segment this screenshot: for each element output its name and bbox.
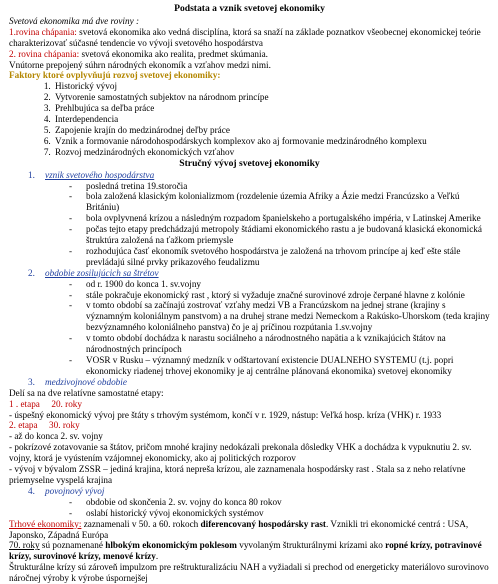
stage-1-label: 1 . etapa 20. roky xyxy=(9,398,82,409)
closing-text: . xyxy=(155,551,159,562)
section-number: 3. xyxy=(28,376,35,387)
plane-1-text: svetová ekonomika ako vedná disciplína, ktorá sa snaží na základe poznatkov všeobecnej ekonomickej teórie charakterizovať súčasné tendencie vo vývoji svetového hospodárstva xyxy=(9,26,481,48)
list-item: - oslabí historický vývoj ekonomických systémov xyxy=(69,508,490,519)
section-4-heading xyxy=(28,486,490,497)
stage-2-line: - vývoj v bývalom ZSSR – jediná krajina, ktorá nepreša krízou, ale zaznamenala hospodársky rast . Stala sa z neho relatívne priemyselne vyspelá krajina xyxy=(9,464,466,485)
closing-text: zaznamenali v 50. a 60. rokoch xyxy=(81,518,201,529)
section-2-heading xyxy=(28,268,490,279)
stage-2-line: - až do konca 2. sv. vojny xyxy=(9,431,103,442)
plane-2-label: 2. rovina chápania: xyxy=(9,48,80,59)
list-item: 1. Historický vývoj xyxy=(53,81,490,92)
closing-text: vyvolaným štrukturálnymi krízami ako xyxy=(236,540,386,551)
list-item: 7. Rozvoj medzinárodných ekonomických vzťahov xyxy=(53,147,490,158)
closing-label: Trhové ekonomiky: xyxy=(9,518,82,529)
list-item: - bola ovplyvnená krízou a následným rozpadom španielskeho a portugalského impéria, v Latinskej Amerike xyxy=(69,213,490,224)
closing-label: 70. roky xyxy=(9,540,40,551)
stage-1-text: - úspešný ekonomický vývoj pre štáty s trhovým systémom, končí v r. 1929, nástup: Veľká hosp. kríza (VHK) r. 1933 xyxy=(9,409,442,420)
plane-2-paragraph xyxy=(9,49,490,60)
section-label: vznik svetového hospodárstva xyxy=(45,169,155,180)
list-item: - počas tejto etapy predchádzajú metropoly štádiami ekonomického rastu a je budovaná klasická ekonomická štruktúra založená na ťažkom priemysle xyxy=(69,224,490,246)
factors-heading: Faktory ktoré ovplyvňujú rozvoj svetovej ekonomiky: xyxy=(9,70,221,81)
list-item: - v tomto období sa začínajú zostrovať vzťahy medzi VB a Francúzskom na jednej strane (krajiny s významným koloniálnym panstvom) a na druhej strane medzi Nemeckom a Rakúsko-Uhorskom (teda krajiny bezvýznamného koloniálneho panstva) čo je aj príčinou rozpútania 1.sv.vojny xyxy=(69,300,490,333)
plane-2-text: svetová ekonomika ako realita, predmet skúmania. xyxy=(79,48,268,59)
list-item: 6. Vznik a formovanie národohospodárskych komplexov ako aj formovanie medzinárodného komplexu xyxy=(53,136,490,147)
plane-1-label: 1.rovina chápania: xyxy=(9,26,77,37)
section-2-list xyxy=(9,279,490,377)
list-item: - rozhodujúca časť ekonomík svetového hospodárstva je založená na trhovom princípe aj keď ešte stále prevládajú silné prvky prikazového feudalizmu xyxy=(69,246,490,268)
list-item: - od r. 1900 do konca 1. sv.vojny xyxy=(69,279,490,290)
section-number: 4. xyxy=(28,485,35,496)
list-item: - obdobie od skončenia 2. sv. vojny do konca 80 rokov xyxy=(69,497,490,508)
intro-heading: Svetová ekonomika má dve roviny : xyxy=(9,15,140,26)
list-item: - stále pokračuje ekonomický rast , ktorý si vyžaduje značné surovinové zdroje čerpané hlavne z kolónie xyxy=(69,290,490,301)
closing-bold: ropné krízy, potravinové krízy, surovinové krízy, menové krízy xyxy=(9,540,482,562)
section-4-list xyxy=(9,497,490,519)
list-item: 4. Interdependencia xyxy=(53,114,490,125)
section-1-heading xyxy=(28,170,490,181)
list-item: - posledná tretina 19.storočia xyxy=(69,181,490,192)
closing-paragraph-1 xyxy=(9,519,490,541)
closing-bold: hlbokým ekonomickým poklesom xyxy=(105,540,237,551)
intro-line-3: Vnútorne prepojený súhrn národných ekonomík a vzťahov medzi nimi. xyxy=(9,59,271,70)
section-label: obdobie zosilujúcich sa štrétov xyxy=(45,267,159,278)
section-1-list xyxy=(9,181,490,268)
closing-paragraph-3: Štrukturálne krízy sú zároveň impulzom pre reštrukturalizáciu NAH a vyžiadali si prechod od energeticky materiálovo surovinovo náročnej výroby k výrobe úspornejšej xyxy=(9,562,489,584)
closing-paragraph-2 xyxy=(9,540,490,562)
section-label: povojnový vývoj xyxy=(45,485,105,496)
section-number: 2. xyxy=(28,267,35,278)
stage-2-line: - pokrízové zotavovanie sa štátov, pričom mnohé krajiny nedokázali prekonala dôsledky VHK a dochádza k vypuknutiu 2. sv. vojny, ktorá je vyústením vzájomnej ekonomicky, ako aj politických rozporov xyxy=(9,442,472,464)
list-item: 2. Vytvorenie samostatných subjektov na národnom princípe xyxy=(53,92,490,103)
list-item: - v tomto období dochádza k narastu sociálneho a národnostného napätia a k vznikajúcich štátov na národnostných princípoch xyxy=(69,333,490,355)
plane-1-paragraph xyxy=(9,27,490,49)
closing-bold: diferencovaný hospodársky rast xyxy=(200,518,326,529)
document-title: Podstata a vznik svetovej ekonomiky xyxy=(174,3,325,14)
list-item: 5. Zapojenie krajín do medzinárodnej deľby práce xyxy=(53,125,490,136)
section-label: medzivojnové obdobie xyxy=(45,376,127,387)
closing-text: . Vznikli tri ekonomické centrá : USA, Japonsko, Západná Európa xyxy=(9,518,469,540)
closing-text: sú poznamenané xyxy=(39,540,106,551)
stage-2-label: 2. etapa 30. roky xyxy=(9,420,80,431)
factors-list xyxy=(9,81,490,157)
section-number: 1. xyxy=(28,169,35,180)
list-item: 3. Prehlbujúca sa deľba práce xyxy=(53,103,490,114)
list-item: - bola založená klasickým kolonializmom (rozdelenie územia Afriky a Ázie medzi Francúzsko a Veľkú Britániu) xyxy=(69,191,490,213)
section-3-intro: Delí sa na dve relatívne samostatné etapy: xyxy=(9,387,164,398)
section-3-heading xyxy=(28,377,490,388)
list-item: - VOSR v Rusku – významný medzník v odštartovaní existencie DUALNEHO SYSTEMU (t.j. popri ekonomicky riadenej trhovej ekonomiky je aj centrálne plánovaná ekonomika) svetovej ekonomiky xyxy=(69,355,490,377)
history-title: Stručný vývoj svetovej ekonomiky xyxy=(179,157,320,169)
